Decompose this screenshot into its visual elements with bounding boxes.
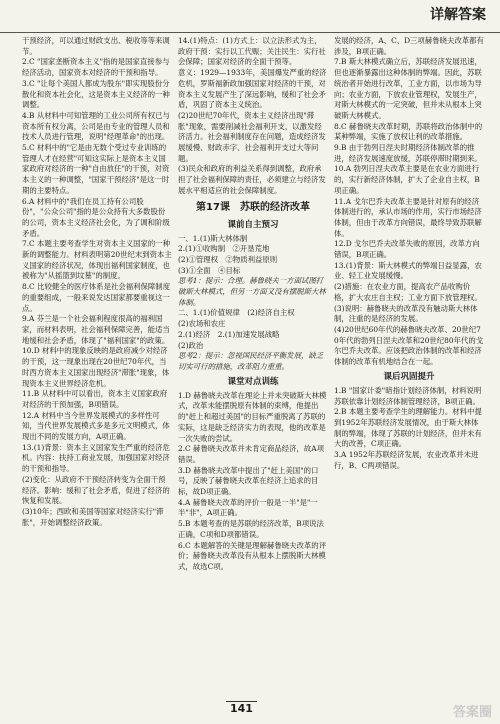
text-paragraph: (4)20世纪60年代的赫鲁晓夫改革、20世纪70年代的勃列日涅夫改革和20世纪80年代的戈尔巴乔夫改革。应该把政治体制的改革和经济体制的改革有机地结合在一起。 xyxy=(334,324,484,367)
text-paragraph: 二、1.(1)价值规律 (2)经济自主权 xyxy=(178,308,295,318)
text-paragraph: 2.B 本题主要考查学生的理解能力。材料中提到1952年苏联经济发展情况，由于斯大林体制的弊端，体现了苏联的计划经济，但并未有大的改善，C项正确。 xyxy=(334,407,482,449)
text-paragraph: (3)说明：赫鲁晓夫的改革没有触动斯大林体制，注重的是经济的发展。 xyxy=(334,303,478,324)
column-middle xyxy=(178,36,328,573)
text-paragraph: 10.D 材料中的现象反映的是政府减少对经济的干预，这一现象出现在20世纪70年代，当时西方资本主义国家出现经济"滞胀"现象，体现资本主义世界经济危机。 xyxy=(22,346,170,388)
text-paragraph: 3.A 1952年苏联经济发展，农业改革并未进行，B、C两项错误。 xyxy=(334,450,479,470)
text-paragraph: (2)变化：从政府不干预经济转变为全面干预经济。影响：缓和了社会矛盾，促进了经济的恢复和发展。 xyxy=(22,474,170,506)
section-heading-review: 课后巩固提升 xyxy=(383,371,435,382)
text-paragraph: (3)①全面 ④目标 xyxy=(178,265,241,275)
column-left xyxy=(22,36,172,528)
text-paragraph: 13.(1)背景：资本主义国家发生严重的经济危机。内容：扶持工商业发展，加强国家对经济的干预和指导。 xyxy=(22,442,170,474)
text-paragraph: 4.A 赫鲁晓夫改革的评价一般是一半"是"一半"非"，A项正确。 xyxy=(178,497,318,518)
think-note: 思考2：提示：忽视国民经济平衡发展，缺乏切实可行的措施，改革阻力重重。 xyxy=(178,351,324,371)
text-paragraph: (2)①管理权 ②物质利益原则 xyxy=(178,254,278,264)
text-paragraph: 1.D 赫鲁晓夫改革在理论上并未突破斯大林模式，改革未能摆脱原有体制的束缚，他提出的"赶上和超过美国"的目标严重脱离了苏联的实际，这是缺乏经济实力的表现，他的改革是一次失败的尝试。 xyxy=(178,390,327,443)
text-paragraph: 5.C 材料中的"它是由无数个受过专业训练的管理人才在经营"可知这实际上是资本主义国家政府对经济的一种"自由放任"的干预，对资本主义的一种调整，"国家干预经济"是这一时期的主要特点。 xyxy=(22,143,170,195)
text-paragraph: 一、1.(1)斯大林体制 xyxy=(178,233,248,243)
text-paragraph: 7.C 本题主要考查学生对资本主义国家的一种新的调整能力。材料表明第20世纪末到资本主义国家的经济状况，体现出福利国家制度，也被称为"从摇篮到坟墓"的制度。 xyxy=(22,239,172,281)
text-paragraph: 12.D 戈尔巴乔夫改革失败的原因，改革方向错误，B项正确。 xyxy=(334,239,480,260)
text-paragraph: (2)政治 xyxy=(178,340,204,350)
text-paragraph: 8.C 比较健全的医疗体系是社会福利保障制度的重要组成，一般来说发达国家都要重视这一点。 xyxy=(22,282,171,313)
text-paragraph: 2.C "国家垄断资本主义"指的是国家直接参与经济活动，国家资本对经济的干预和指导。 xyxy=(22,57,170,78)
text-paragraph: 13.(1)背景：斯大林模式的弊端日益显露，农业、轻工业发展缓慢。 xyxy=(334,260,482,281)
text-paragraph: 3.D 赫鲁晓夫改革中提出了"赶上美国"的口号，反映了赫鲁晓夫改革在经济上追求的目标，故D项正确。 xyxy=(178,465,319,497)
text-paragraph: 11.B 从材料中可以看出，资本主义国家政府对经济的干预加强，B项错误。 xyxy=(22,389,168,409)
text-paragraph: 3.C "让每个美国人都成为股东"即实现股份分散化和资本社会化，这是资本主义经济的一种调整。 xyxy=(22,78,170,110)
text-paragraph: 8.C 赫鲁晓夫改革时期，苏联将政治体制中的某种弊端，实施了放权让利的改革措施。 xyxy=(334,121,483,142)
text-paragraph: 4.B 从材料中可知管理的工业公司所有权已与资本所有权分离，公司是由专业的管理人员和技术人员进行管理，说明"经理革命"的出现。 xyxy=(22,110,170,142)
column-right xyxy=(334,36,484,471)
text-paragraph: 发展的经济，A、C、D三项赫鲁晓夫改革都有涉及，B项正确。 xyxy=(334,36,484,56)
page-number: 141 xyxy=(226,701,257,715)
text-paragraph: 11.A 戈尔巴乔夫改革主要是针对原有的经济体制进行的，承认市场的作用，实行市场经济体制，但由于改革方向错误，最终导致苏联解体。 xyxy=(334,196,482,238)
text-paragraph: 2.(1)经济 2.(1)加速发展战略 xyxy=(178,329,280,339)
text-paragraph: 2.C 赫鲁晓夫改革并未肯定商品经济，故A项错误。 xyxy=(178,444,325,464)
section-heading-practice: 课堂对点训练 xyxy=(227,376,279,387)
text-paragraph: 14.(1)特点：(1)方式上：以立法形式为主，政府干预：实行以工代赈；关注民生：实行社会保障；国家对经济的全面干预等。 xyxy=(178,36,326,67)
text-paragraph: 9.B 由于勃列日涅夫时期经济体制改革的推进，经济发展速度放缓，苏联停滞时期到来。 xyxy=(334,143,482,163)
text-paragraph: 1.B "国家计委"暗指计划经济体制，材料说明苏联依靠计划经济体制管理经济，B项正确。 xyxy=(334,385,482,406)
text-paragraph: (3)10年；西欧和美国等国家对经济实行"滞胀"，开始调整经济政策。 xyxy=(22,506,164,527)
header-title: 详解答案 xyxy=(430,7,486,23)
lesson-title: 第17课 苏联的经济改革 xyxy=(196,201,310,213)
text-paragraph: 2.(1)①收购制 ②开垦荒地 xyxy=(178,244,270,254)
text-paragraph: 9.A 芬兰是一个社会福利程度很高的福利国家，而材料表明，社会福利保障完善，能适当地缓和社会矛盾，体现了"福利国家"的政策。 xyxy=(22,314,170,345)
text-paragraph: 5.B 本题考查的是苏联的经济改革，B项说法正确，C项和D项都错误。 xyxy=(178,519,324,539)
watermark-logo: 答案圈 xyxy=(452,705,492,720)
text-paragraph: 干预经济，可以通过财政支出、税收等等来调节。 xyxy=(22,36,170,56)
text-paragraph: 6.A 材料中的"我们在员工持有公司股份"，"公众公司"指的是公众持有大多数股份的公司，资本主义经济社会化，为了调和阶级矛盾。 xyxy=(22,196,170,238)
text-paragraph: (2)农场和农庄 xyxy=(178,319,226,329)
text-paragraph: 10.A 勃列日涅夫改革主要是在农业方面进行的，实行新经济体制，扩大了企业自主权，B项正确。 xyxy=(334,164,480,195)
text-paragraph: (3)民众和政府的利益关系得到调整，政府承担了社会福利保障的责任，必须建立与经济发展水平相适应的社会保障制度。 xyxy=(178,164,326,195)
text-paragraph: (2)20世纪70年代，资本主义经济出现"滞胀"现象，需要削减社会福利开支，以激发经济活力。社会福利制度存在问题，造成经济发展缓慢、财政赤字、社会福利开支过大等问题。 xyxy=(178,110,326,163)
text-paragraph: 6.C 本题解答的关键是理解赫鲁晓夫改革的评价；赫鲁晓夫改革没有从根本上摆脱斯大林模式，故选C项。 xyxy=(178,540,327,571)
text-paragraph: 意义：1929—1933年，美国爆发严重的经济危机，罗斯福新政加强国家对经济的干预，对资本主义发展产生了深远影响，缓和了社会矛盾，巩固了资本主义统治。 xyxy=(178,68,327,110)
text-paragraph: 12.A 材料中当今世界发展模式的多样性可知，当代世界发展模式多是多元文明模式，体现出不同的发展方向，A项正确。 xyxy=(22,410,170,442)
text-paragraph: (2)措施：在农业方面，提高农产品收购价格，扩大农庄自主权；工业方面下放管理权。 xyxy=(334,282,482,302)
section-heading-preview: 课前自主预习 xyxy=(227,219,279,230)
text-paragraph: 7.B 斯大林模式确立后，苏联经济发展迅速，但也逐渐暴露出这种体制的弊端。因此，苏联统治者开始进行改革，工业方面，以市场为导向；农业方面，下放农业管理权，发展生产，对斯大林模式的一定突破，但并未从根本上突破斯大林模式。 xyxy=(334,57,482,120)
page-header xyxy=(0,0,500,33)
think-note: 思考1：提示：合理。赫鲁晓夫一方面试图打破斯大林模式，但另一方面又没有摆脱斯大林体制。 xyxy=(178,276,326,307)
